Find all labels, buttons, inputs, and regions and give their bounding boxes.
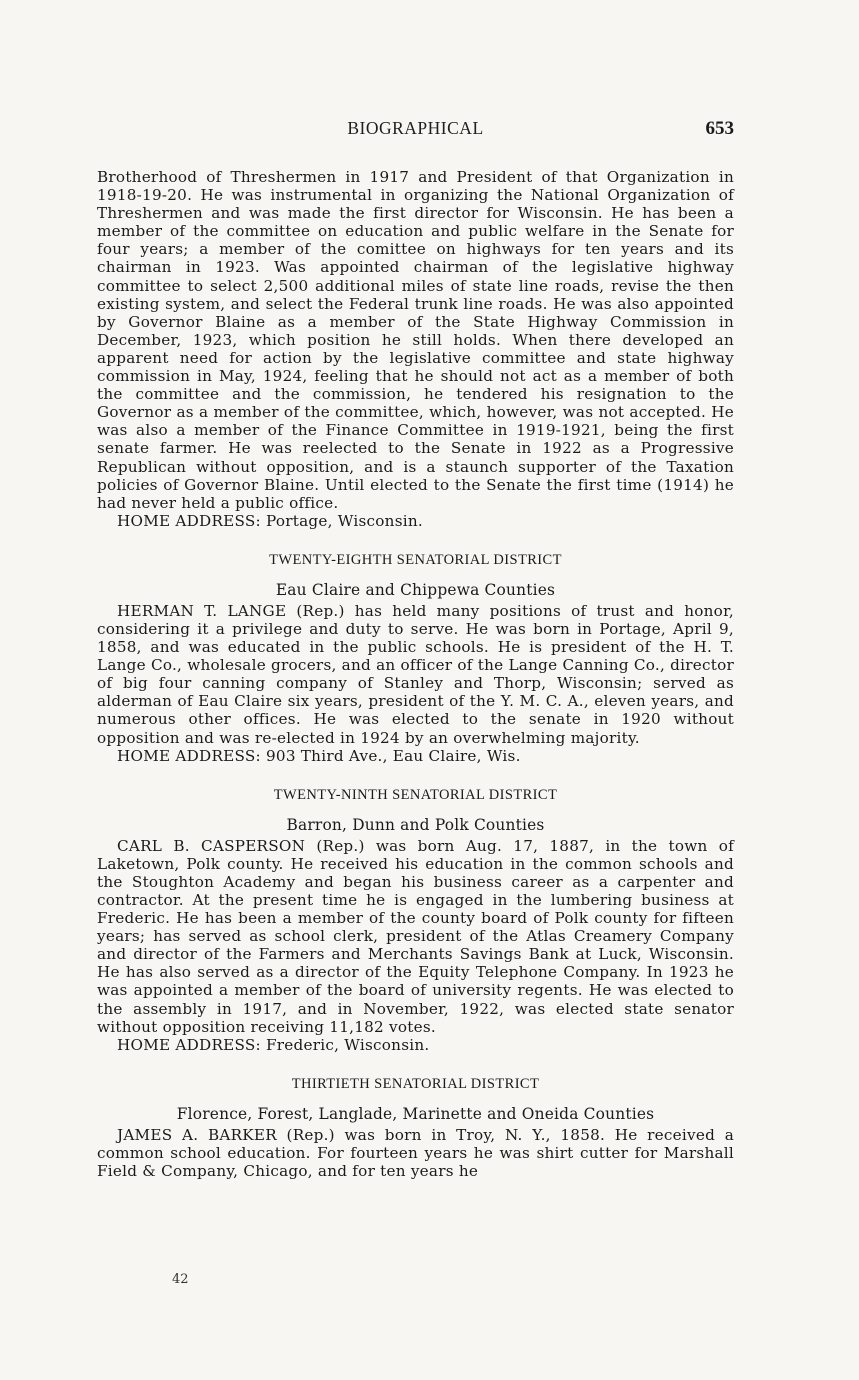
district-counties: Barron, Dunn and Polk Counties bbox=[286, 815, 545, 834]
district-heading: TWENTY-NINTH SENATORIAL DISTRICT bbox=[273, 786, 558, 803]
senator-biography: JAMES A. BARKER (Rep.) was born in Troy, N. Y., 1858. He received a common school education. For fourteen years he was shirt cutter for Marshall Field & Company, Chicago, and for ten years he bbox=[97, 1125, 734, 1181]
home-address-line: HOME ADDRESS: 903 Third Ave., Eau Claire, Wis. bbox=[117, 746, 521, 765]
signature-mark: 42 bbox=[172, 1272, 189, 1287]
page-number: 653 bbox=[705, 118, 734, 139]
page-title: BIOGRAPHICAL bbox=[347, 118, 484, 138]
senator-biography: CARL B. CASPERSON (Rep.) was born Aug. 17, 1887, in the town of Laketown, Polk county. He received his education in the common schools and the Stoughton Academy and began his business career as a carpenter and contractor. At the present time he is engaged in the lumbering business at Frederic. He has been a member of the county board of Polk county for fifteen years; has served as school clerk, president of the Atlas Creamery Company and director of the Farmers and Merchants Savings Bank at Luck, Wisconsin. He has also served as a director of the Equity Telephone Company. In 1923 he was appointed a member of the board of university regents. He was elected to the assembly in 1917, and in November, 1922, was elected state senator without opposition receiving 11,182 votes. bbox=[97, 836, 734, 1036]
district-section-29 bbox=[97, 787, 734, 1054]
senator-biography: HERMAN T. LANGE (Rep.) has held many positions of trust and honor, considering it a privilege and duty to serve. He was born in Portage, April 9, 1858, and was educated in the public schools. He is president of the H. T. Lange Co., wholesale grocers, and an officer of the Lange Canning Co., director of big four canning company of Stanley and Thorp, Wisconsin; served as alderman of Eau Claire six years, president of the Y. M. C. A., eleven years, and numerous other offices. He was elected to the senate in 1920 without opposition and was re-elected in 1924 by an overwhelming majority. bbox=[97, 601, 734, 747]
continued-biography-text: Brotherhood of Threshermen in 1917 and President of that Organization in 1918-19-20. He was instrumental in organizing the National Organization of Threshermen and was made the first director for Wisconsin. He has been a member of the committee on education and public welfare in the Senate for four years; a member of the comittee on highways for ten years and its chairman in 1923. Was appointed chairman of the legislative highway committee to select 2,500 additional miles of state line roads, revise the then existing system, and select the Federal trunk line roads. He was also appointed by Governor Blaine as a member of the State Highway Commission in December, 1923, which position he still holds. When there developed an apparent need for action by the legislative committee and state highway commission in May, 1924, feeling that he should not act as a member of both the committee and the commission, he tendered his resignation to the Governor as a member of the committee, which, however, was not accepted. He was also a member of the Finance Committee in 1919-1921, being the first senate farmer. He was reelected to the Senate in 1922 as a Progressive Republican without opposition, and is a staunch supporter of the Taxation policies of Governor Blaine. Until elected to the Senate the first time (1914) he had never held a public office. bbox=[97, 168, 734, 512]
document-page bbox=[97, 118, 734, 1180]
district-counties: Eau Claire and Chippewa Counties bbox=[275, 580, 556, 599]
running-header bbox=[97, 118, 734, 146]
district-counties: Florence, Forest, Langlade, Marinette and Oneida Counties bbox=[176, 1104, 655, 1123]
district-section-28 bbox=[97, 552, 734, 765]
district-section-30 bbox=[97, 1076, 734, 1180]
district-heading: THIRTIETH SENATORIAL DISTRICT bbox=[291, 1075, 540, 1092]
district-heading: TWENTY-EIGHTH SENATORIAL DISTRICT bbox=[269, 551, 562, 568]
home-address-line: HOME ADDRESS: Portage, Wisconsin. bbox=[117, 511, 423, 530]
home-address-line: HOME ADDRESS: Frederic, Wisconsin. bbox=[117, 1035, 430, 1054]
